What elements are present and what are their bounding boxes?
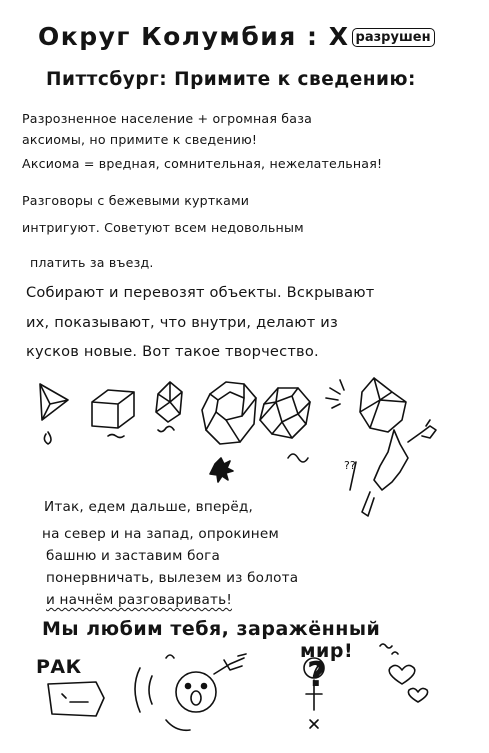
page-subtitle: Питтсбург: Примите к сведению:: [46, 69, 416, 90]
title-tag: разрушен: [352, 28, 435, 47]
note-line-9: кусков новые. Вот такое творчество.: [26, 343, 319, 360]
cube-icon: [92, 390, 134, 438]
closing-question-mark: ?: [307, 655, 327, 695]
flame-icon: [44, 432, 51, 444]
note-line-4: Разговоры с бежевыми куртками: [22, 193, 250, 208]
page-title: [38, 22, 435, 51]
screaming-face-icon: [135, 654, 246, 730]
octahedron-icon: [156, 382, 182, 432]
machine-sketch-icon: [326, 378, 436, 516]
icosahedron-icon: [260, 388, 310, 462]
dodecahedron-icon: [202, 382, 256, 482]
note-line-5: интригуют. Советуют всем недовольным: [22, 220, 304, 235]
outro-line-4: понервничать, вылезем из болота: [46, 570, 299, 586]
flag-icon: [48, 682, 104, 716]
note-line-8: их, показывают, что внутри, делают из: [26, 314, 338, 331]
outro-line-5: и начнём разговаривать!: [46, 592, 233, 608]
note-line-2: аксиомы, но примите к сведению!: [22, 132, 258, 147]
note-line-7: Собирают и перевозят объекты. Вскрывают: [26, 284, 375, 301]
outro-line-1: Итак, едем дальше, вперёд,: [44, 499, 254, 515]
note-line-1: Разрозненное население + огромная база: [22, 111, 313, 126]
closing-doodles: [0, 640, 489, 750]
tetrahedron-icon: [40, 384, 68, 444]
hearts-icon: [380, 644, 428, 702]
doodle-annotation: ??: [344, 459, 356, 472]
outro-line-3: башню и заставим бога: [46, 548, 221, 564]
title-text: Округ Колумбия : X: [38, 22, 350, 51]
closing-world: мир!: [300, 640, 354, 662]
note-line-3: Аксиома = вредная, сомнительная, нежелательная!: [22, 156, 383, 171]
outro-line-2: на север и на запад, опрокинем: [42, 526, 279, 542]
closing-love: Мы любим тебя, заражённый: [42, 618, 381, 640]
closing-rak: РАК: [36, 656, 82, 678]
note-line-6: платить за въезд.: [30, 255, 154, 270]
